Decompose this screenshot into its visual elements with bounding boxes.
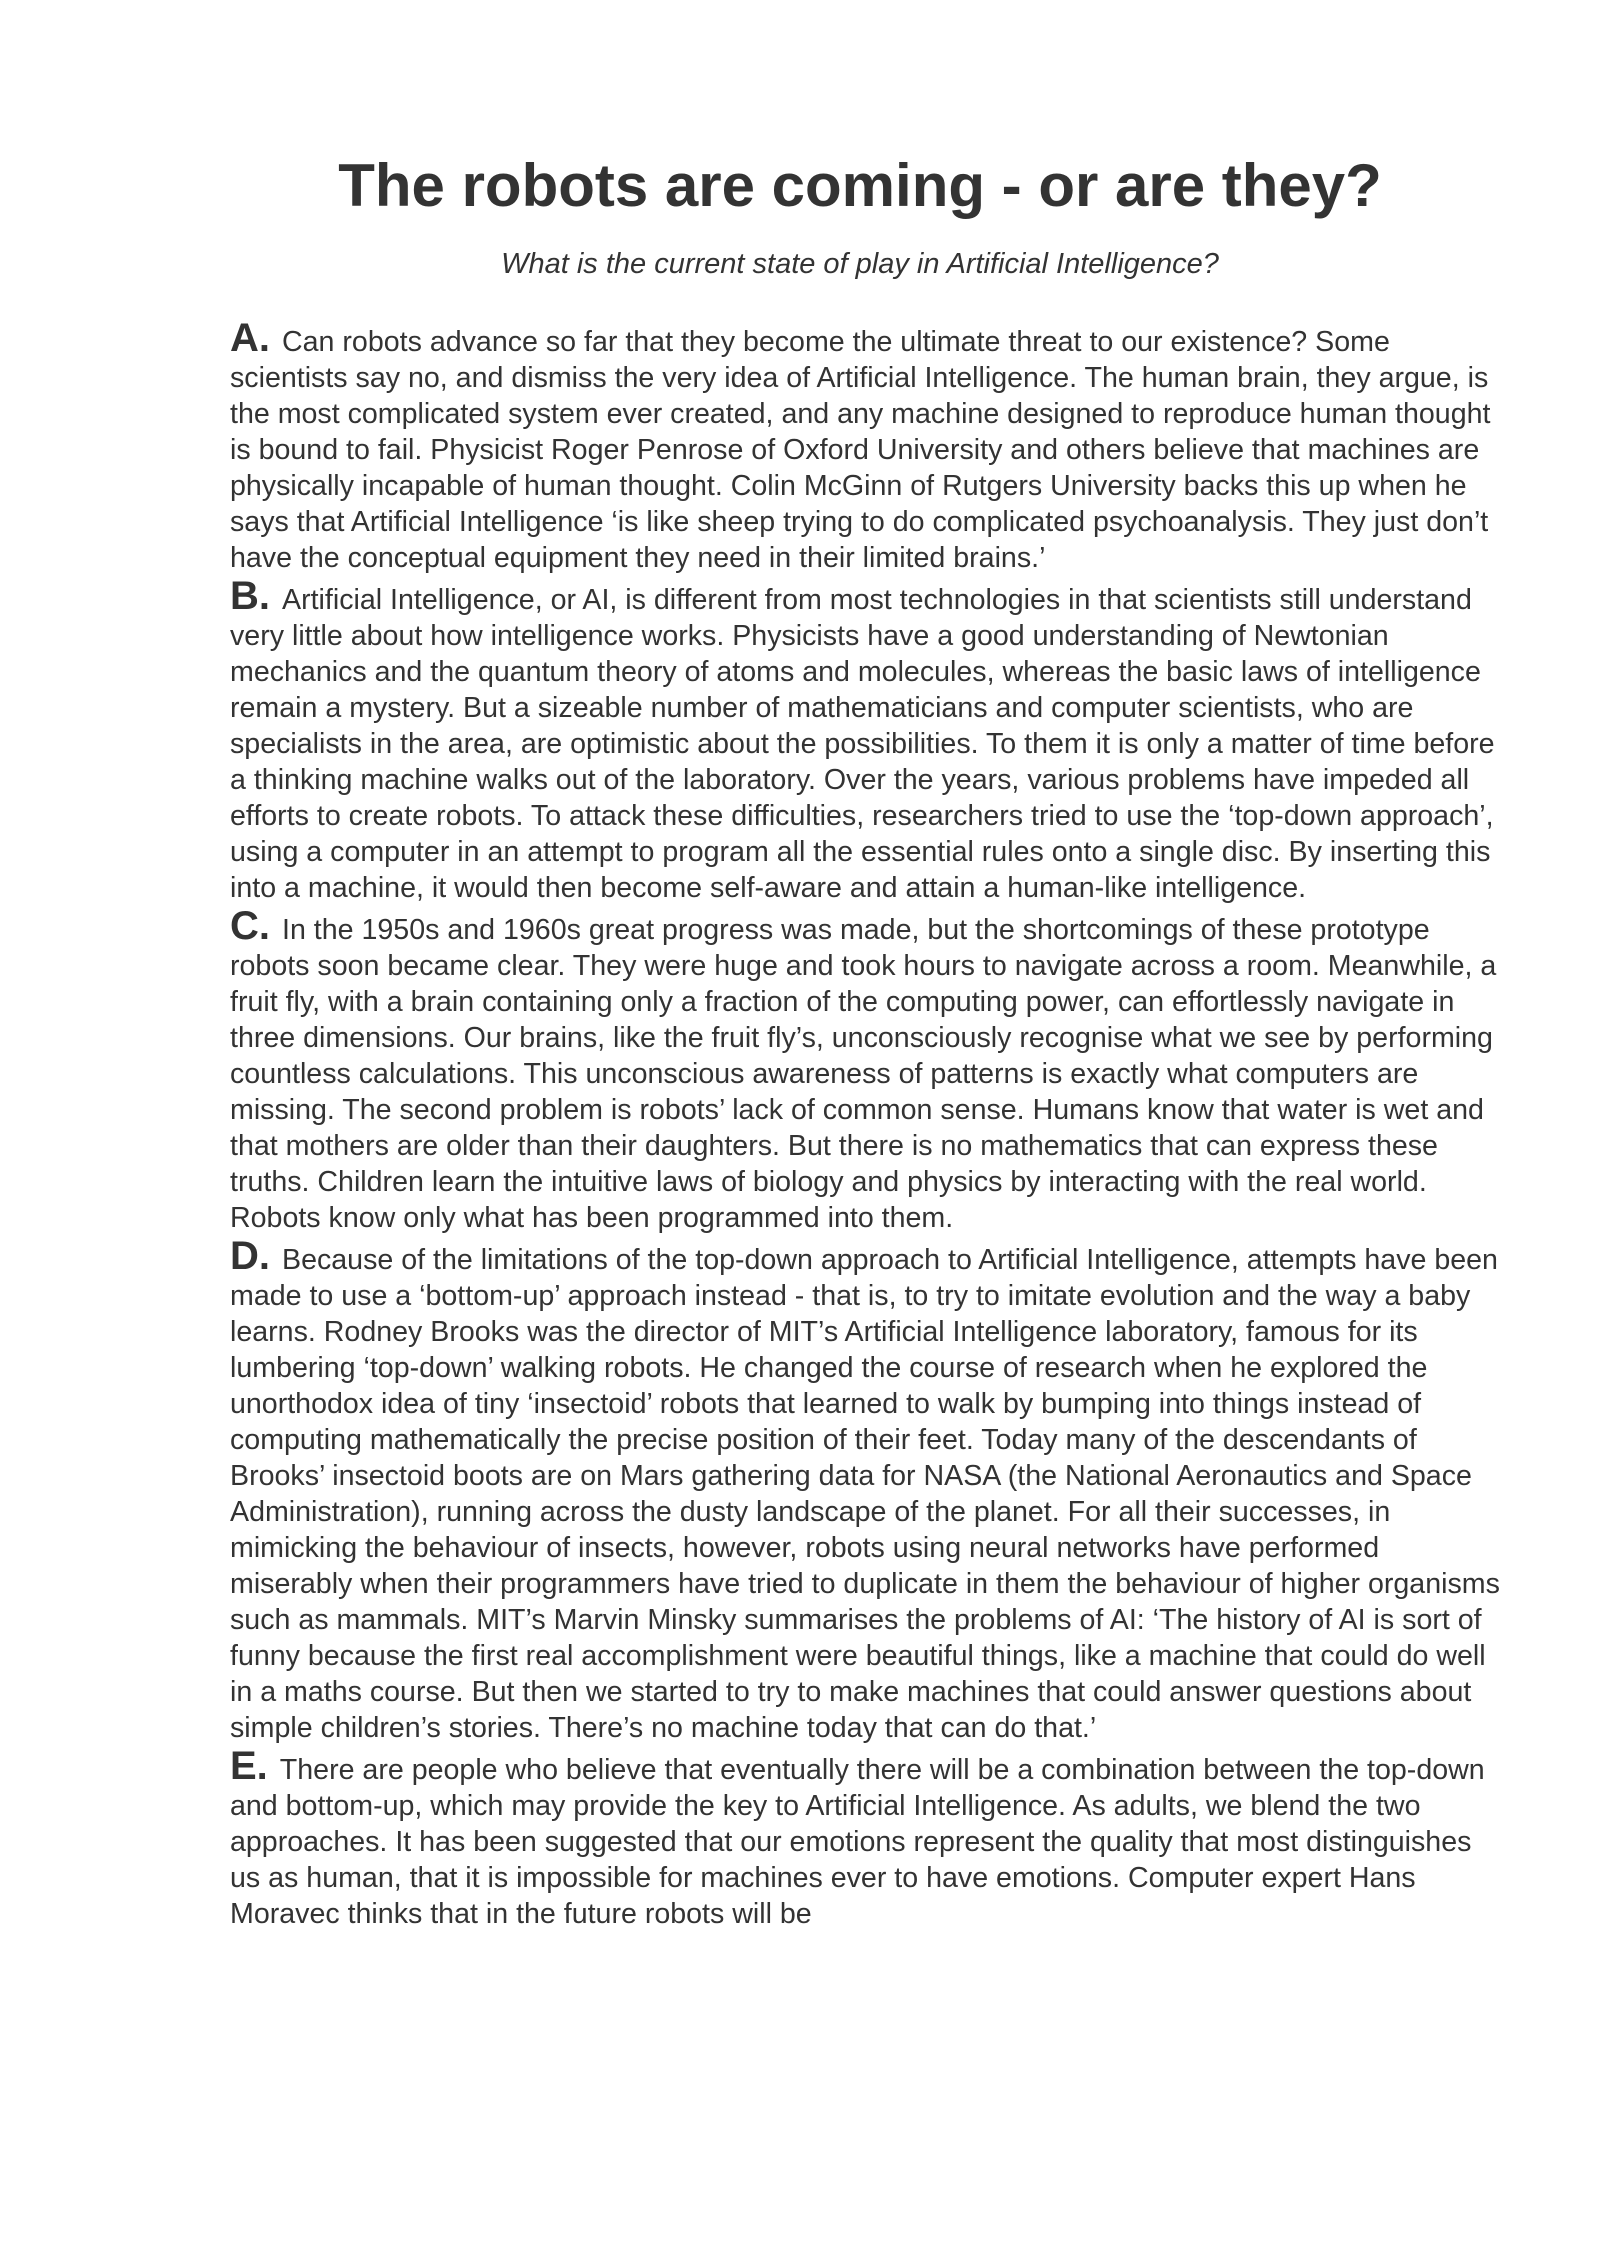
paragraph-text: Artificial Intelligence, or AI, is different from most technologies in that scientists still understand very little about how intelligence works. Physicists have a good understanding of Newtonian mechanics and the quantum theory of atoms and molecules, whereas the basic laws of intelligence remain a mystery. But a sizeable number of mathematicians and computer scientists, who are specialists in the area, are optimistic about the possibilities. To them it is only a matter of time before a thinking machine walks out of the laboratory. Over the years, various problems have impeded all efforts to create robots. To attack these difficulties, researchers tried to use the ‘top-down approach’, using a computer in an attempt to program all the essential rules onto a single disc. By inserting this into a machine, it would then become self-aware and attain a human-like intelligence. (230, 584, 1495, 904)
paragraph-c (230, 904, 1500, 1236)
page-subtitle: What is the current state of play in Artificial Intelligence? (501, 248, 1219, 280)
paragraph-e (230, 1744, 1500, 1932)
paragraph-text: There are people who believe that eventually there will be a combination between the top-down and bottom-up, which may provide the key to Artificial Intelligence. As adults, we blend the two approaches. It has been suggested that our emotions represent the quality that most distinguishes us as human, that it is impossible for machines ever to have emotions. Computer expert Hans Moravec thinks that in the future robots will be (230, 1754, 1485, 1930)
paragraph-text: Because of the limitations of the top-down approach to Artificial Intelligence, attempts have been made to use a ‘bottom-up’ approach instead - that is, to try to imitate evolution and the way a baby learns. Rodney Brooks was the director of MIT’s Artificial Intelligence laboratory, famous for its lumbering ‘top-down’ walking robots. He changed the course of research when he explored the unorthodox idea of tiny ‘insectoid’ robots that learned to walk by bumping into things instead of computing mathematically the precise position of their feet. Today many of the descendants of Brooks’ insectoid boots are on Mars gathering data for NASA (the National Aeronautics and Space Administration), running across the dusty landscape of the planet. For all their successes, in mimicking the behaviour of insects, however, robots using neural networks have performed miserably when their programmers have tried to duplicate in them the behaviour of higher organisms such as mammals. MIT’s Marvin Minsky summarises the problems of AI: ‘The history of AI is sort of funny because the first real accomplishment were beautiful things, like a machine that could do well in a maths course. But then we started to try to make machines that could answer questions about simple children’s stories. There’s no machine today that can do that.’ (230, 1244, 1500, 1744)
article-body (230, 316, 1500, 1934)
paragraph-letter: B. (230, 574, 270, 618)
paragraph-letter: E. (230, 1744, 268, 1788)
paragraph-text: Can robots advance so far that they become the ultimate threat to our existence? Some scientists say no, and dismiss the very idea of Artificial Intelligence. The human brain, they argue, is the most complicated system ever created, and any machine designed to reproduce human thought is bound to fail. Physicist Roger Penrose of Oxford University and others believe that machines are physically incapable of human thought. Colin McGinn of Rutgers University backs this up when he says that Artificial Intelligence ‘is like sheep trying to do complicated psychoanalysis. They just don’t have the conceptual equipment they need in their limited brains.’ (230, 326, 1491, 574)
paragraph-b (230, 574, 1500, 906)
paragraph-letter: A. (230, 316, 270, 360)
paragraph-d (230, 1234, 1500, 1746)
page-title: The robots are coming - or are they? (338, 152, 1382, 219)
paragraph-text: In the 1950s and 1960s great progress was made, but the shortcomings of these prototype robots soon became clear. They were huge and took hours to navigate across a room. Meanwhile, a fruit fly, with a brain containing only a fraction of the computing power, can effortlessly navigate in three dimensions. Our brains, like the fruit fly’s, unconsciously recognise what we see by performing countless calculations. This unconscious awareness of patterns is exactly what computers are missing. The second problem is robots’ lack of common sense. Humans know that water is wet and that mothers are older than their daughters. But there is no mathematics that can express these truths. Children learn the intuitive laws of biology and physics by interacting with the real world. Robots know only what has been programmed into them. (230, 914, 1497, 1234)
paragraph-a (230, 316, 1500, 576)
paragraph-letter: D. (230, 1234, 270, 1278)
paragraph-letter: C. (230, 904, 270, 948)
